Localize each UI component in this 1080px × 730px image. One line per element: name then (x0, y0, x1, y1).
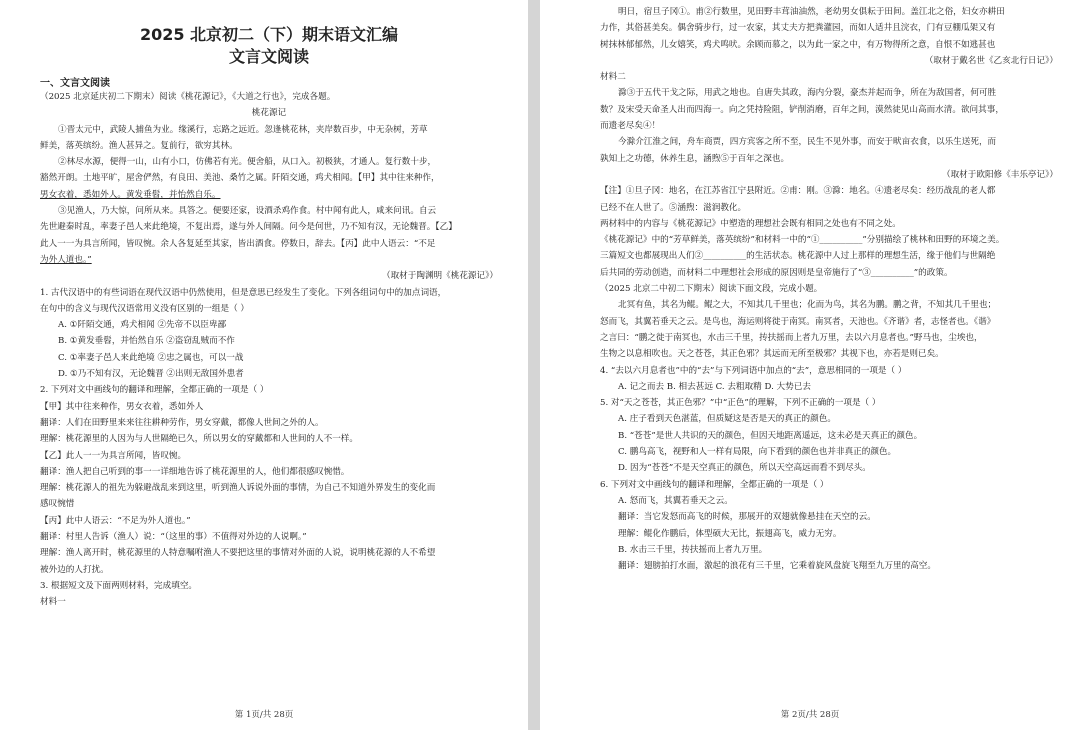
text-line: 理解：渔人离开时，桃花源里的人特意嘱咐渔人不要把这里的事情对外面的人说，说明桃花源的人不希望 (40, 548, 436, 559)
text-line: 被外边的人打扰。 (40, 564, 109, 575)
option-b: B. “苍苍”是世人共识的天的颜色，但因天地距离遥远，这未必是天真正的颜色。 (618, 430, 923, 441)
text-line: 感叹惋惜 (40, 499, 75, 510)
question-text: 5. 对“天之苍苍，其正色邪？”中“正色”的理解，下列不正确的一项是（ ） (600, 398, 881, 409)
note-text: 【注】①旦子冈：地名，在江苏省江宁县附近。②甫：刚。③滁：地名。④遗老尽矣：经历战乱的老人都 (600, 186, 996, 197)
text-line: 滁③于五代干戈之际，用武之地也。自唐失其政，海内分裂，豪杰并起而争，所在为敌国者，何可胜 (618, 88, 997, 99)
page-gutter (528, 0, 540, 730)
text-line: 翻译：翅膀拍打水面，激起的浪花有三千里，它乘着旋风盘旋飞翔至九万里的高空。 (618, 561, 936, 572)
text-line: 理解：桃花源里的人因为与人世隔绝已久，所以男女的穿戴都和人世间的人不一样。 (40, 434, 358, 445)
option-a: A. 庄子看到天色湛蓝，但质疑这是否是天的真正的颜色。 (618, 414, 836, 425)
text-line: 理解：桃花源人的祖先为躲避战乱来到这里，听到渔人诉说外面的事情，为自己不知道外界发生的变化而 (40, 483, 436, 494)
fill-blank-line: 三篇短文也都展现出人们②__________的生活状态。桃花源中人过上那样的理想生活，缘于他们与世隔绝 (600, 251, 996, 262)
text-line: 男女衣着，悉如外人。黄发垂髫，并怡然自乐。 (40, 189, 221, 200)
text-line: ②林尽水源，便得一山，山有小口，仿佛若有光。便舍船，从口入。初极狭，才通人。复行数十步， (58, 157, 437, 168)
document-page-1 (0, 0, 528, 730)
text-line: 而遗老尽矣④！ (600, 121, 661, 132)
text-line: 此人一一为具言所闻，皆叹惋。余人各复延至其家，皆出酒食。停数日，辞去。【丙】此中人语云：“不足 (40, 238, 436, 249)
text-line: 生物之以息相吹也。天之苍苍，其正色邪？其远而无所至极邪？其视下也，亦若是则已矣。 (600, 349, 944, 360)
text-line: 之言曰：“鹏之徙于南冥也，水击三千里，抟扶摇而上者九万里，去以六月息者也。”野马也，尘埃也， (600, 332, 983, 343)
text-line: 翻译：渔人把自己听到的事一一详细地告诉了桃花源里的人，他们都很感叹惋惜。 (40, 466, 350, 477)
text-line: 力作，其俗甚美矣。偶舍骑步行，过一农家，其丈夫方把粪灌园，而如人适井且浣衣，门有豆棚瓜架又有 (600, 23, 996, 34)
question-text: 2. 下列对文中画线句的翻译和理解，全都正确的一项是（ ） (40, 385, 269, 396)
page-footer: 第 1页/共 28页 (234, 710, 294, 720)
question-text: 在句中的含义与现代汉语常用义没有区别的一组是（ ） (40, 303, 249, 314)
text-line: 先世避秦时乱，率妻子邑人来此绝境，不复出焉，遂与外人间隔。问今是何世，乃不知有汉，无论魏晋。【乙】 (40, 222, 457, 233)
source-attribution: （取材于欧阳修《丰乐亭记》） (941, 169, 1058, 180)
question-text: 1. 古代汉语中的有些词语在现代汉语中仍然使用，但是意思已经发生了变化。下列各组词句中的加点词语， (40, 287, 447, 298)
option-b: B. 水击三千里，抟扶摇而上者九万里。 (618, 544, 768, 555)
text-line: ③见渔人，乃大惊，问所从来。具答之。便要还家，设酒杀鸡作食。村中闻有此人，咸来问讯。自云 (58, 206, 437, 217)
text-line: 【乙】此人一一为具言所闻，皆叹惋。 (40, 450, 187, 461)
option-a: A. 怒而飞，其翼若垂天之云。 (618, 495, 733, 506)
option-d: D. ①乃不知有汉，无论魏晋 ②出则无敌国外患者 (58, 369, 244, 380)
text-line: 理解：鲲化作鹏后，体型硕大无比，振翅高飞，威力无穷。 (618, 528, 842, 539)
fill-blank-line: 《桃花源记》中的“芳草鲜美，落英缤纷”和材料一中的“①__________”分别描绘了桃林和田野的环境之美。 (600, 235, 1005, 246)
document-title: 2025 北京初二（下）期末语文汇编 (139, 25, 399, 44)
intro-text: （2025 北京延庆初二下期末）阅读《桃花源记》，《大道之行也》，完成各题。 (40, 92, 336, 102)
text-line: 豁然开朗。土地平旷，屋舍俨然，有良田、美池、桑竹之属。阡陌交通，鸡犬相闻。【甲】其中往来种作， (40, 173, 440, 184)
question-text: 4. “去以六月息者也”中的“去”与下列词语中加点的“去”，意思相同的一项是（ ） (600, 365, 907, 376)
material-heading: 材料二 (600, 72, 626, 83)
document-page-2 (540, 0, 1080, 730)
text-line: 翻译：人们在田野里来来往往耕种劳作，男女穿戴，都像人世间之外的人。 (40, 417, 324, 428)
page-footer: 第 2页/共 28页 (780, 710, 840, 720)
text-line: 【丙】此中人语云：“不足为外人道也。” (40, 515, 191, 526)
question-text: 6. 下列对文中画线句的翻译和理解，全都正确的一项是（ ） (600, 479, 829, 490)
intro-text: （2025 北京二中初二下期末）阅读下面文段，完成小题。 (600, 284, 823, 295)
text-line: 鲜美，落英缤纷。渔人甚异之。复前行，欲穷其林。 (40, 140, 238, 151)
section-heading: 一、文言文阅读 (40, 78, 110, 89)
text-line: 数？及宋受天命圣人出而四海一。向之凭持险阻，铲削消磨，百年之间，漠然徒见山高而水清。欲问其事， (600, 104, 1004, 115)
option-c: C. ①率妻子邑人来此绝境 ②忠之属也，可以一战 (58, 352, 244, 363)
text-line: ①晋太元中，武陵人捕鱼为业。缘溪行，忘路之远近。忽逢桃花林，夹岸数百步，中无杂树，芳草 (58, 124, 428, 135)
text-line: 孰知上之功德，休养生息，涵煦⑤于百年之深也。 (600, 153, 790, 164)
text-line: 北冥有鱼，其名为鲲。鲲之大，不知其几千里也；化而为鸟，其名为鹏。鹏之背，不知其几千里也； (618, 300, 997, 311)
source-attribution: （取材于戴名世《乙亥北行日记》） (924, 55, 1058, 66)
text-line: 材料一 (40, 597, 66, 608)
option-b: B. ①黄发垂髫，并怡然自乐 ②盗窃乱贼而不作 (58, 336, 235, 347)
option-a: A. ①阡陌交通，鸡犬相闻 ②先帝不以臣卑鄙 (58, 320, 227, 331)
text-line: 为外人道也。” (40, 254, 92, 265)
text-line: 今滁介江淮之间，舟车商贾，四方宾客之所不至，民生不见外事，而安于畎亩衣食，以乐生送死，而 (618, 137, 997, 148)
option-row: A. 记之而去 B. 相去甚远 C. 去粗取精 D. 大势已去 (618, 381, 811, 392)
text-line: 明日，宿旦子冈①。甫②行数里，见田野丰茸油油然，老幼男女俱耘于田间。盖江北之俗，妇女亦耕田 (618, 7, 1005, 17)
text-line: 两材料中的内容与《桃花源记》中塑造的理想社会既有相同之处也有不同之处。 (600, 218, 901, 229)
text-line: 怒而飞，其翼若垂天之云。是鸟也，海运则将徙于南冥。南冥者，天池也。《齐谐》者，志怪者也。《谐》 (600, 316, 996, 327)
text-line: 翻译：村里人告诉（渔人）说：“（这里的事）不值得对外边的人说啊。” (40, 532, 307, 543)
note-text: 已经不在人世了。⑤涵煦：滋润教化。 (600, 202, 747, 213)
source-attribution: （取材于陶渊明《桃花源记》） (381, 271, 498, 282)
option-d: D. 因为“苍苍”不是天空真正的颜色，所以天空高远而看不到尽头。 (618, 463, 871, 474)
text-line: 翻译：当它发怒而高飞的时候，那展开的双翅就像悬挂在天空的云。 (618, 512, 876, 523)
text-line: 【甲】其中往来种作，男女衣着，悉如外人 (40, 401, 204, 412)
fill-blank-line: 后共同的劳动创造，而材料二中理想社会形成的原因则是皇帝施行了“③__________”的政策。 (600, 267, 953, 278)
passage-title: 桃花源记 (251, 108, 287, 119)
option-c: C. 鹏鸟高飞，视野和人一样有局限，向下看到的颜色也并非真正的颜色。 (618, 447, 897, 458)
question-text: 3. 根据短文及下面两则材料，完成填空。 (40, 580, 198, 591)
document-subtitle: 文言文阅读 (228, 47, 309, 66)
text-line: 树抹林郁郁然，儿女嬉笑，鸡犬鸣吠。余顾而慕之，以为此一家之中，有万物得所之意，自恨不如逃甚也 (600, 39, 996, 50)
